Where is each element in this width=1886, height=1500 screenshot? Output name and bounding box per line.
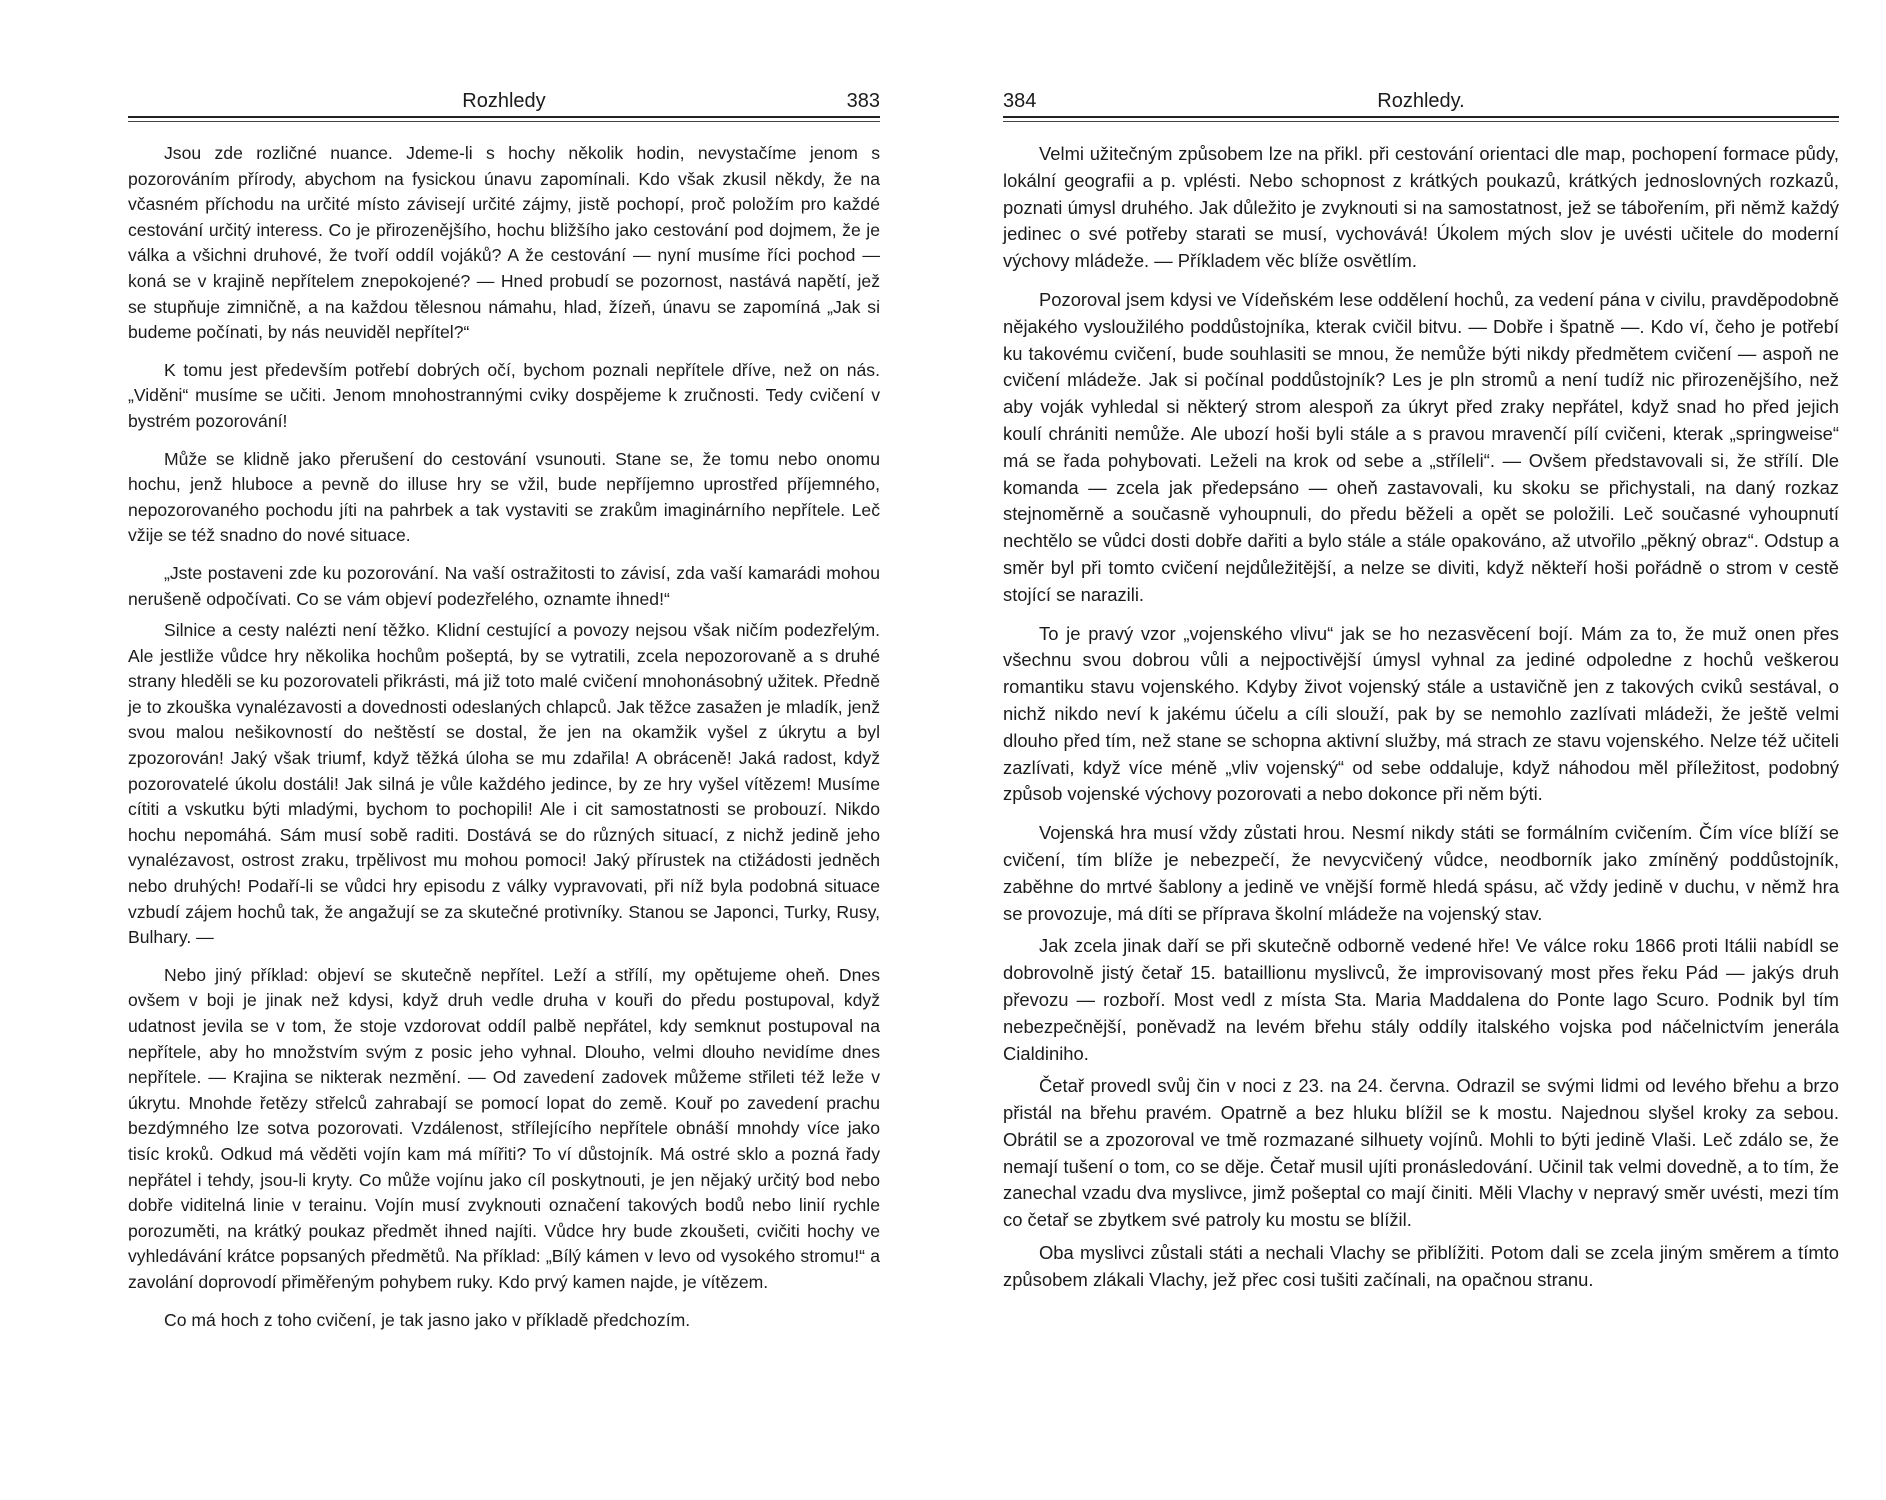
paragraph: Jsou zde rozličné nuance. Jdeme-li s hochy několik hodin, nevystačíme jenom s pozorováním přírody, abychom na fysickou únavu zapomínali. Kdo však zkusil někdy, že na včasném příchodu na určité místo závisejí určité zájmy, jistě pochopí, proč položím pro každé cestování určitý interess. Co je přirozenějšího, hochu bližšího jako cestování pod dojmem, že je válka a všichni druhové, že tvoří oddíl vojáků? A že cestování — nyní musíme říci pochod — koná se v krajině nepřítelem znepokojené? — Hned probudí se pozornost, nastává napětí, jež se stupňuje zimničně, a na každou tělesnou námahu, hlad, žízeň, únavu se zapomíná „Jak si budeme počínati, by nás neuviděl nepřítel?“ xyxy=(128,143,880,343)
paragraph: Četař provedl svůj čin v noci z 23. na 24. června. Odrazil se svými lidmi od levého břehu a brzo přistál na břehu pravém. Opatrně a bez hluku blížil se k mostu. Najednou slyšel kroky za sebou. Obrátil se a zpozoroval ve tmě rozmazané silhuety vojínů. Mohli to býti jedině Vlaši. Leč zdálo se, že nemají tušení o tom, co se děje. Četař musil ujíti pronásledování. Učinil tak velmi dovedně, a to tím, že zanechal vzadu dva myslivce, jimž pošeptal co mají činiti. Měli Vlachy v nepravý směr uvésti, mezi tím co četař se zbytkem své patroly ku mostu se blížil. xyxy=(1003,1075,1839,1231)
header-rule-thin xyxy=(128,121,880,122)
header-rule xyxy=(1003,116,1839,118)
right-page-header xyxy=(1003,88,1839,114)
paragraph: Velmi užitečným způsobem lze na přikl. při cestování orientaci dle map, pochopení formace půdy, lokální geografii a p. vplésti. Nebo schopnost z krátkých poukazů, krátkých jednoslovných rozkazů, poznati úmysl druhého. Jak důležito je zvyknouti si na samostatnost, jež se tábořením, při němž každý jedinec o své potřeby starati se musí, vychovává! Úkolem mých slov je uvésti učitele do moderní výchovy mládeže. — Příkladem věc blíže osvětlím. xyxy=(1003,143,1839,272)
paragraph: Nebo jiný příklad: objeví se skutečně nepřítel. Leží a střílí, my opětujeme oheň. Dnes ovšem v boji je jinak než kdysi, když druh vedle druha v kouři do předu postupoval, když udatnost jevila se v tom, že stoje vzdorovat oddíl palbě nepřátel, kdy semknut postupoval na nepřítele, aby ho množstvím svým z posic jeho vyhnal. Dlouho, velmi dlouho nevidíme dnes nepřítele. — Krajina se nikterak nezmění. — Od zavedení zadovek můžeme střileti též leže v úkrytu. Mnohde řetězy střelců zahrabají se pomocí lopat do země. Kouř po zavedení prachu bezdýmného lze sotva pozorovati. Vzdálenost, střílejícího nepřítele obnáší mnohdy více jako tisíc kroků. Odkud má věděti vojín kam má mířiti? To ví důstojník. Má ostré sklo a pozná řady nepřátel i tehdy, jsou-li kryty. Co může vojínu jako cíl poskytnouti, je jen nějaký určitý bod nebo dobře viditelná linie v terainu. Vojín musí zvyknouti označení takových bodů nebo linií rychle porozuměti, na krátký poukaz předmět ihned najíti. Vůdce hry bude zkoušeti, cvičiti hochy ve vyhledávání krátce popsaných předmětů. Na příklad: „Bílý kámen v levo od vysokého stromu!“ a zavolání doprovodí přiměřeným pohybem ruky. Kdo prvý kamen najde, je vítězem. xyxy=(128,964,880,1292)
right-page-number: 384 xyxy=(1003,90,1037,112)
paragraph: Oba myslivci zůstali státi a nechali Vlachy se přiblížiti. Potom dali se zcela jiným směrem a tímto způsobem zlákali Vlachy, jež přec cosi tušiti začínali, na opačnou stranu. xyxy=(1003,1242,1839,1290)
left-page xyxy=(128,0,880,1500)
paragraph: Jak zcela jinak daří se při skutečně odborně vedené hře! Ve válce roku 1866 proti Itálii nabídl se dobrovolně jistý četař 15. bataillionu myslivců, že improvisovaný most přes řeku Pád — jakýs druh převozu — rozboří. Most vedl z místa Sta. Maria Maddalena do Ponte lago Scuro. Podnik byl tím nebezpečnější, poněvadž na levém břehu stály oddíly italského vojska pod náčelnictvím jenerála Cialdiniho. xyxy=(1003,935,1839,1064)
right-page-body xyxy=(1003,141,1839,1300)
header-rule-thin xyxy=(1003,121,1839,122)
header-rule xyxy=(128,116,880,118)
left-page-number: 383 xyxy=(846,90,880,112)
paragraph: Vojenská hra musí vždy zůstati hrou. Nesmí nikdy státi se formálním cvičením. Čím více blíží se cvičení, tím blíže je nebezpečí, že nevycvičený vůdce, neodborník jako zmíněný poddůstojník, zaběhne do mrtvé šablony a jedině ve vnější formě hledá spásu, ač vždy jedině v duchu, v němž hra se provozuje, má díti se příprava školní mládeže na vojenský stav. xyxy=(1003,822,1839,924)
right-page xyxy=(1003,0,1839,1500)
paragraph: To je pravý vzor „vojenského vlivu“ jak se ho nezasvěcení bojí. Mám za to, že muž onen přes všechnu svou dobrou vůli a nejpoctivější úmysl vyhnal za jediné odpoledne z hochů veškerou romantiku stavu vojenského. Kdyby život vojenský stále a ustavičně jen z takových cviků sestával, o nichž nikdo neví k jakému účelu a cíli slouží, pak by se nemohlo zazlívati mládeži, že ještě velmi dlouho před tím, než stane se schopna aktivní služby, má strach ze stavu vojenského. Nelze též učiteli zazlívati, když více méně „vliv vojenský“ od sebe oddaluje, když náhodou měl příležitost, podobný způsob vojenské výchovy pozorovati a nebo dokonce při něm býti. xyxy=(1003,622,1839,805)
paragraph: Může se klidně jako přerušení do cestování vsunouti. Stane se, že tomu nebo onomu hochu, jenž hluboce a pevně do illuse hry se vžil, bude nepříjemno uprostřed příjemného, nepozorovaného pochodu jíti na pahrbek a tak vystaviti se zrakům imaginárního nepřítele. Leč vžije se též snadno do nové situace. xyxy=(128,448,880,546)
paragraph: Pozoroval jsem kdysi ve Vídeňském lese oddělení hochů, za vedení pána v civilu, pravděpodobně nějakého vysloužilého poddůstojníka, kterak cvičil bitvu. — Dobře i špatně —. Kdo ví, čeho je potřebí ku takovému cvičení, bude souhlasiti se mnou, že nemůže býti nikdy předmětem cvičení — aspoň ne cvičení mládeže. Jak si počínal poddůstojník? Les je pln stromů a není tudíž nic přirozenějšího, než aby voják vyhledal si některý strom alespoň za úkryt před zraky nepřátel, když snad ho před jejich koulí chrániti nemůže. Ale ubozí hoši byli stále a s pravou mravenčí pílí cvičeni, kterak „springweise“ má se řada pohybovati. Leželi na krok od sebe a „stříleli“. — Ovšem představovali si, že střílí. Dle komanda — zcela jak předepsáno — oheň zastavovali, ku skoku se přichystali, na daný rozkaz stejnoměrně a současně vyhoupnuli, do předu běželi a opět se položili. Leč současné vyhoupnutí nechtělo se vůdci dosti dobře dařiti a bylo stále a stále opakováno, až utvořilo „pěkný obraz“. Odstup a směr byl při tomto cvičení nejdůležitější, a nelze se diviti, když někteří hoši pořádně o strom v cestě stojící se narazili. xyxy=(1003,288,1839,605)
right-running-title: Rozhledy. xyxy=(1377,90,1465,112)
left-page-header xyxy=(128,88,880,114)
left-running-title: Rozhledy xyxy=(462,90,546,112)
paragraph: „Jste postaveni zde ku pozorování. Na vaší ostražitosti to závisí, zda vaší kamarádi mohou nerušeně odpočívati. Co se vám objeví podezřelého, oznamte ihned!“ xyxy=(128,562,880,609)
paragraph: Silnice a cesty nalézti není těžko. Klidní cestující a povozy nejsou však ničím podezřelým. Ale jestliže vůdce hry několika hochům pošeptá, by se vytratili, zcela nepozorovaně a s druhé strany hleděli se ku pozorovateli přikrásti, má již toto malé cvičení mnohonásobný užitek. Předně je to zkouška vynalézavosti a dovednosti odeslaných chlapců. Jak těžce zasažen je mladík, jenž svou malou nešikovností do neštěstí se dostal, že jen na okamžik vyšel z úkrytu a byl zpozorován! Jaký však triumf, když těžká úloha se mu zdařila! A obráceně! Jaká radost, když pozorovatelé úkolu dostáli! Jak silná je vůle každého jedince, by ze hry vyšel vítězem! Musíme cítiti a vskutku býti mladými, bychom to pochopili! Ale i cit samostatnosti se probouzí. Nikdo hochu nepomáhá. Sám musí sobě raditi. Dostává se do různých situací, z nichž jedině jeho vynalézavost, ostrost zraku, trpělivost mu mohou pomoci! Jaký přírustek na ctižádosti jedněch nebo druhých! Podaří-li se vůdci hry episodu z války vypravovati, při níž byla podobná situace vzbudí zájem hochů tak, že angažují se za skutečné protivníky. Stanou se Japonci, Turky, Rusy, Bulhary. — xyxy=(128,620,881,948)
paragraph: Co má hoch z toho cvičení, je tak jasno jako v příkladě předchozím. xyxy=(164,1309,691,1330)
paragraph: K tomu jest především potřebí dobrých očí, bychom poznali nepřítele dříve, než on nás. „Viděni“ musíme se učiti. Jenom mnohostrannými cviky dospějeme k zručnosti. Tedy cvičení v bystrém pozorování! xyxy=(128,359,880,431)
left-page-body xyxy=(128,141,880,1345)
